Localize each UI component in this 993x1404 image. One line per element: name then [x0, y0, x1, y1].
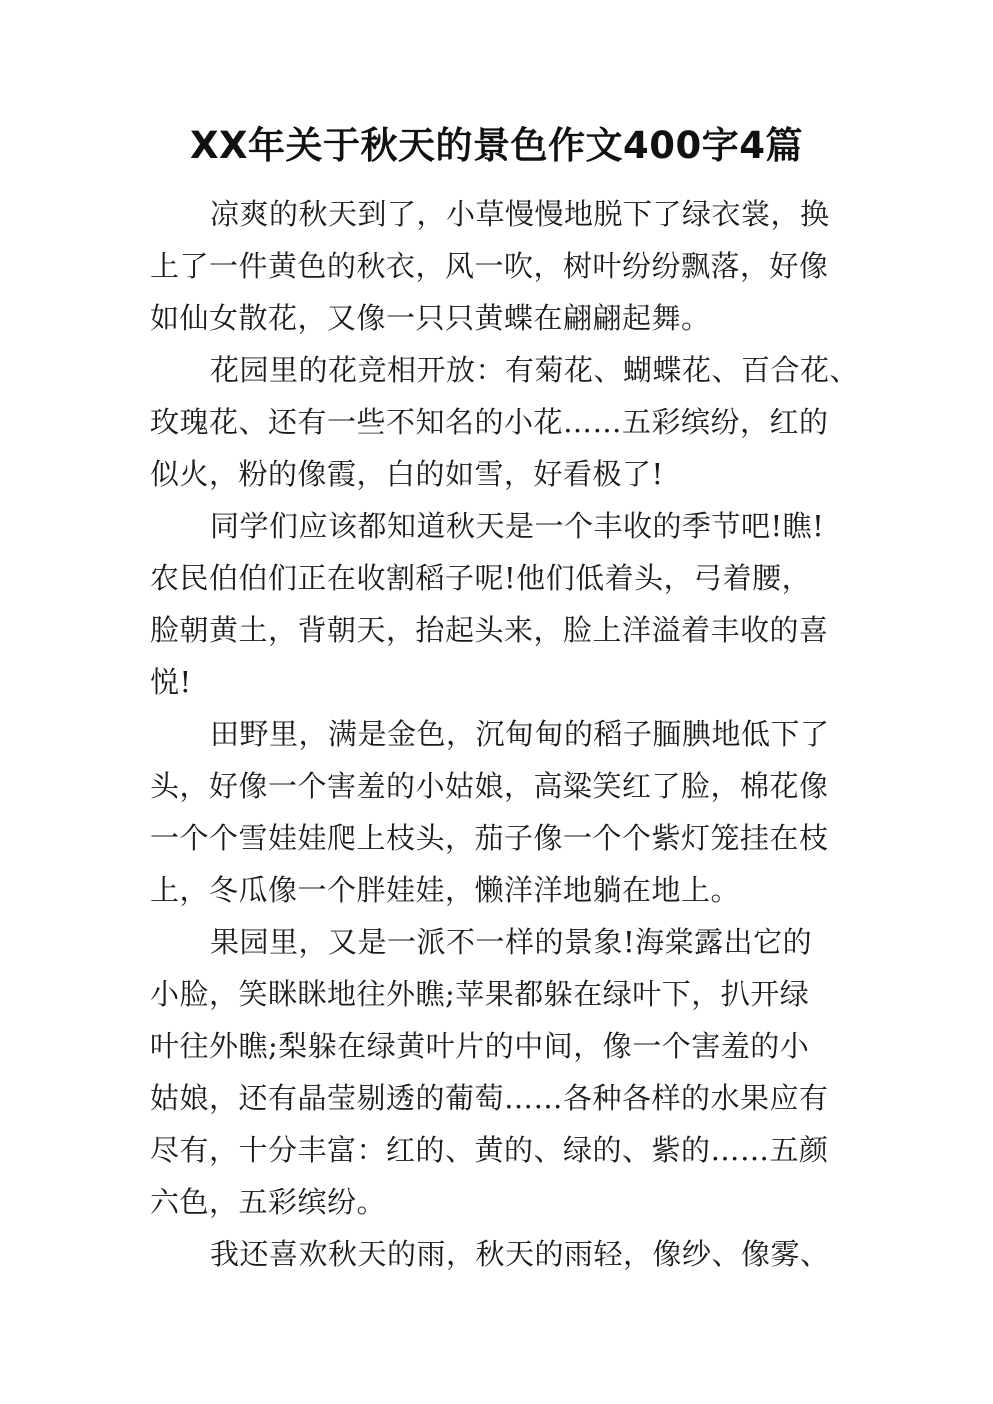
text-line: 小脸，笑眯眯地往外瞧;苹果都躲在绿叶下，扒开绿: [150, 977, 810, 1011]
text-line: 一个个雪娃娃爬上枝头，茄子像一个个紫灯笼挂在枝: [150, 821, 829, 855]
text-line: 同学们应该都知道秋天是一个丰收的季节吧!瞧!: [210, 509, 825, 543]
text-line: 脸朝黄土，背朝天，抬起头来，脸上洋溢着丰收的喜: [150, 613, 829, 647]
text-line: 花园里的花竞相开放：有菊花、蝴蝶花、百合花、: [210, 353, 860, 387]
paragraph-3: [150, 500, 850, 708]
text-line: 姑娘，还有晶莹剔透的葡萄……各种各样的水果应有: [150, 1081, 829, 1115]
text-line: 玫瑰花、还有一些不知名的小花……五彩缤纷，红的: [150, 405, 829, 439]
page-title: XX年关于秋天的景色作文400字4篇: [189, 124, 804, 167]
text-line: 上，冬瓜像一个胖娃娃，懒洋洋地躺在地上。: [150, 873, 741, 907]
text-line: 六色，五彩缤纷。: [150, 1185, 387, 1219]
essay-body: [150, 188, 860, 1280]
text-line: 果园里，又是一派不一样的景象!海棠露出它的: [210, 925, 813, 959]
paragraph-4: [150, 708, 850, 916]
text-line: 农民伯伯们正在收割稻子呢!他们低着头，弓着腰，: [150, 561, 812, 595]
text-line: 叶往外瞧;梨躲在绿黄叶片的中间，像一个害羞的小: [150, 1029, 810, 1063]
text-line: 悦!: [150, 665, 192, 699]
text-line: 凉爽的秋天到了，小草慢慢地脱下了绿衣裳，换: [210, 197, 830, 231]
text-line: 尽有，十分丰富：红的、黄的、绿的、紫的……五颜: [150, 1133, 829, 1167]
text-line: 似火，粉的像霞，白的如雪，好看极了!: [150, 457, 664, 491]
paragraph-1: [150, 188, 850, 344]
text-line: 上了一件黄色的秋衣，风一吹，树叶纷纷飘落，好像: [150, 249, 829, 283]
text-line: 田野里，满是金色，沉甸甸的稻子腼腆地低下了: [210, 717, 830, 751]
paragraph-2: [150, 344, 860, 500]
text-line: 如仙女散花，又像一只只黄蝶在翩翩起舞。: [150, 301, 711, 335]
text-line: 头，好像一个害羞的小姑娘，高粱笑红了脸，棉花像: [150, 769, 829, 803]
text-line: 我还喜欢秋天的雨，秋天的雨轻，像纱、像雾、: [210, 1237, 830, 1271]
paragraph-5: [150, 916, 850, 1228]
paragraph-6: [150, 1228, 850, 1280]
